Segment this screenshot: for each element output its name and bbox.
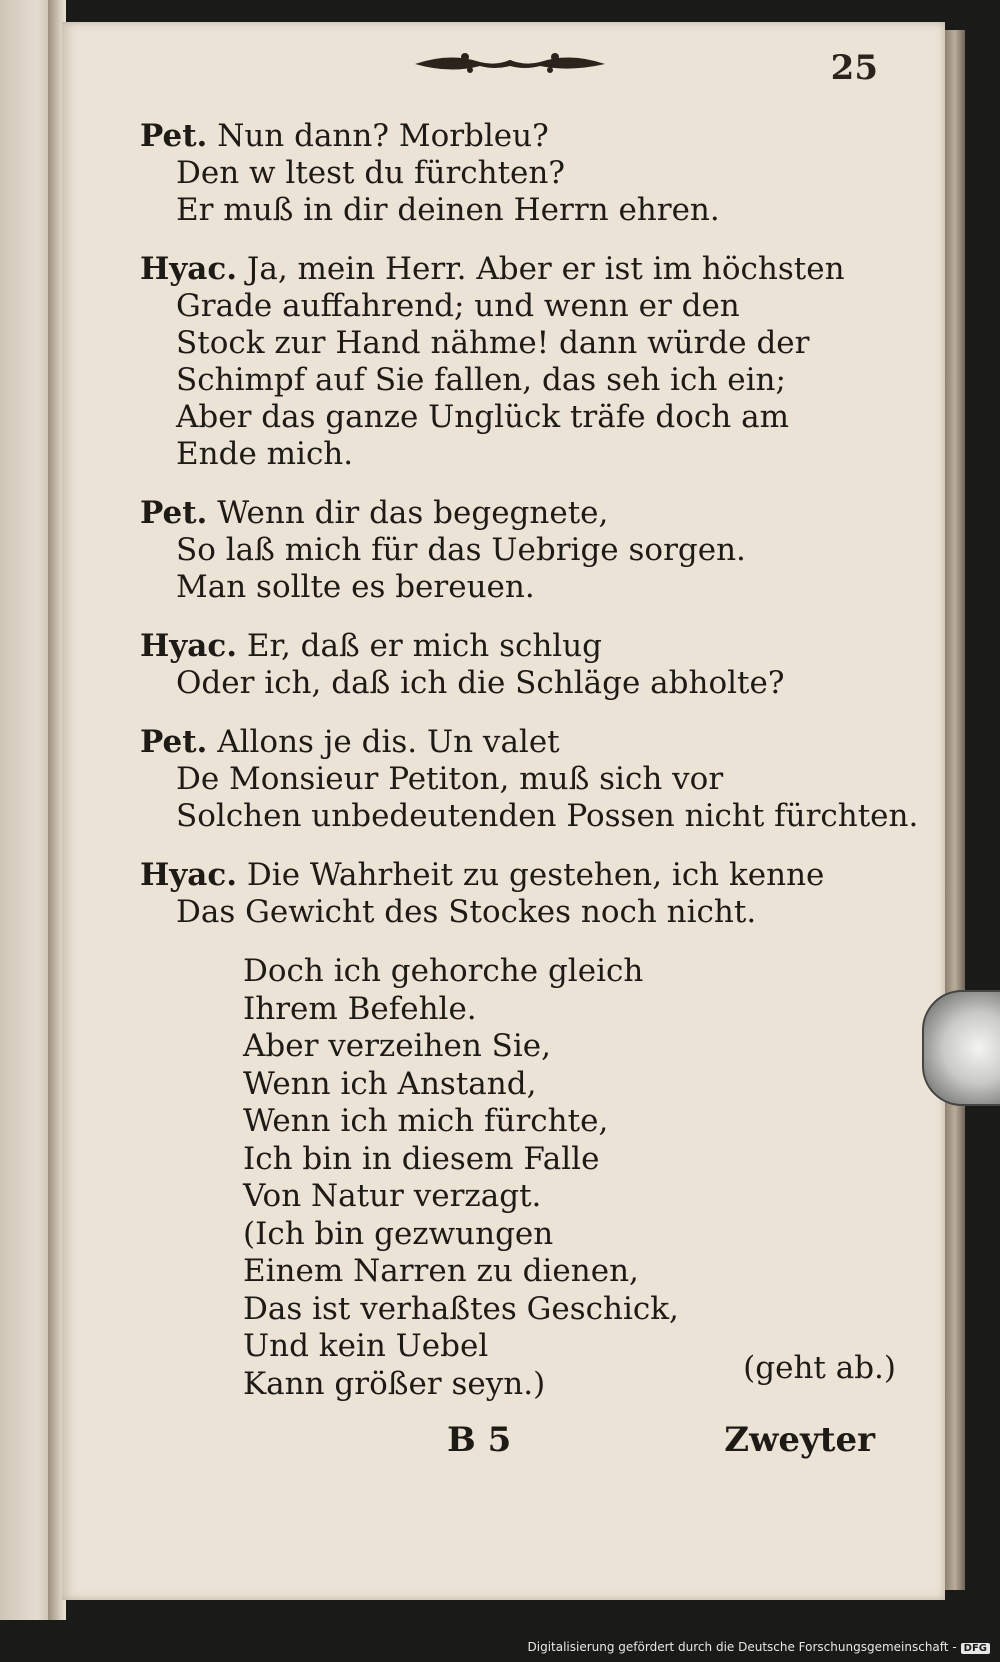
speaker-label: Hyac. <box>140 251 238 287</box>
verse-line: Einem Narren zu dienen, <box>243 1253 639 1289</box>
speech-hyac-1 <box>140 251 880 473</box>
play-text <box>140 118 919 1403</box>
dialogue-line: Ende mich. <box>176 436 354 472</box>
printer-signature: B 5 <box>447 1420 512 1460</box>
page-clip-icon <box>922 990 1000 1106</box>
dialogue-line: Die Wahrheit zu gestehen, ich kenne <box>246 857 825 893</box>
verse-line: (Ich bin gezwungen <box>243 1215 554 1252</box>
verse-line: Aber verzeihen Sie, <box>243 1028 552 1064</box>
verse-line: Kann größer seyn.) <box>243 1365 546 1402</box>
dialogue-line: Er muß in dir deinen Herrn ehren. <box>176 192 720 228</box>
verse-line: Von Natur verzagt. <box>243 1178 542 1214</box>
song-verse <box>140 953 880 1403</box>
verse-line: Und kein Uebel <box>243 1328 489 1364</box>
ornament-icon <box>410 48 610 78</box>
dialogue-line: Das Gewicht des Stockes noch nicht. <box>176 894 757 930</box>
dialogue-line: Nun dann? Morbleu? <box>217 118 549 154</box>
dialogue-line: Er, daß er mich schlug <box>246 628 603 664</box>
speaker-label: Hyac. <box>140 628 238 664</box>
speaker-label: Pet. <box>140 495 208 531</box>
digitization-footer <box>528 1640 991 1654</box>
dialogue-line: Man sollte es bereuen. <box>176 569 535 605</box>
speaker-label: Pet. <box>140 118 208 154</box>
speech-pet-3 <box>140 724 919 835</box>
verse-line: Wenn ich mich fürchte, <box>243 1103 609 1139</box>
dfg-logo-icon: DFG <box>961 1643 990 1654</box>
verse-line: Doch ich gehorche gleich <box>243 953 644 989</box>
speech-pet-2 <box>140 495 880 606</box>
stage-direction: (geht ab.) <box>743 1350 896 1386</box>
speaker-label: Hyac. <box>140 857 238 893</box>
dialogue-line: Allons je dis. Un valet <box>217 724 560 760</box>
page-number: 25 <box>830 48 878 88</box>
catchword: Zweyter <box>724 1420 875 1460</box>
verse-line: Wenn ich Anstand, <box>243 1065 537 1102</box>
verse-line: Ihrem Befehle. <box>243 990 477 1027</box>
footer-text: Digitalisierung gefördert durch die Deutsche Forschungsgemeinschaft - <box>527 1640 957 1654</box>
verse-line: Das ist verhaßtes Geschick, <box>243 1290 679 1327</box>
page-stack-edge <box>945 30 965 1590</box>
dialogue-line: Solchen unbedeutenden Possen nicht fürchten. <box>176 798 919 834</box>
speaker-label: Pet. <box>140 724 208 760</box>
speech-hyac-3 <box>140 857 880 931</box>
verse-line: Ich bin in diesem Falle <box>243 1140 600 1177</box>
dialogue-line: Wenn dir das begegnete, <box>217 495 609 531</box>
dialogue-line: So laß mich für das Uebrige sorgen. <box>176 532 746 568</box>
dialogue-line: Grade auffahrend; und wenn er den <box>176 288 740 324</box>
dialogue-line: Ja, mein Herr. Aber er ist im höchsten <box>246 251 845 287</box>
dialogue-line: Aber das ganze Unglück träfe doch am <box>176 399 789 435</box>
dialogue-line: Stock zur Hand nähme! dann würde der <box>176 325 810 361</box>
dialogue-line: Den w ltest du fürchten? <box>176 155 565 191</box>
dialogue-line: Oder ich, daß ich die Schläge abholte? <box>176 665 785 701</box>
dialogue-line: De Monsieur Petiton, muß sich vor <box>176 761 724 797</box>
speech-hyac-2 <box>140 628 880 702</box>
speech-pet-1 <box>140 118 880 229</box>
dialogue-line: Schimpf auf Sie fallen, das seh ich ein; <box>176 362 786 398</box>
